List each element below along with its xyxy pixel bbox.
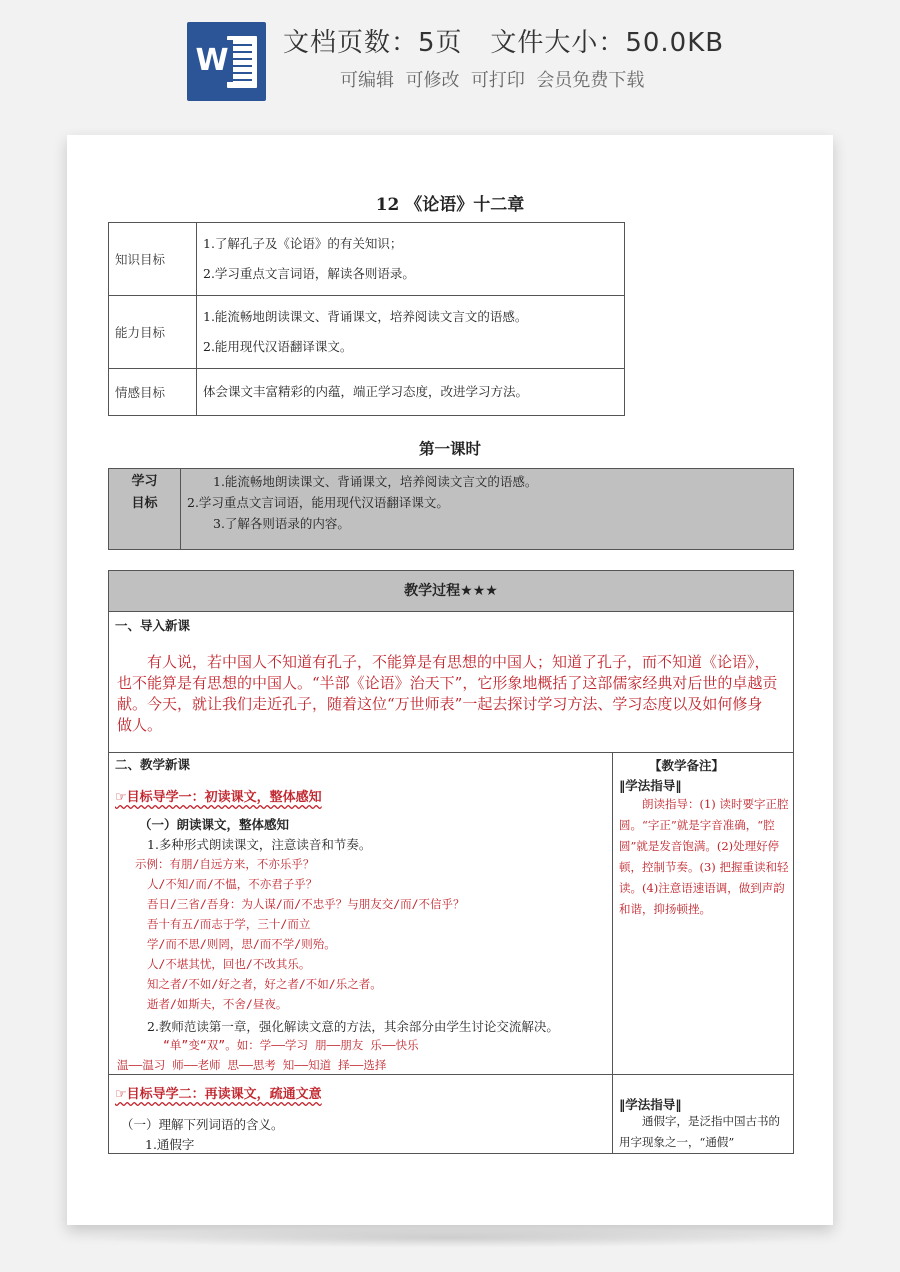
example-line: 逝者/如斯夫，不舍/昼夜。: [147, 997, 288, 1011]
objective-line: 1.能流畅地朗读课文、背诵课文，培养阅读文言文的语感。: [203, 309, 528, 324]
download-banner: [0, 0, 900, 130]
method-guide-label: ‖学法指导‖: [619, 778, 682, 793]
intro-line: 做人。: [117, 716, 163, 734]
example-line: 学/而不思/则罔，思/而不学/则殆。: [147, 937, 336, 951]
intro-line: 也不能算是有思想的中国人。“半部《论语》治天下”，它形象地概括了这部儒家经典对后世的卓越贡: [117, 674, 778, 692]
objective-line: 体会课文丰富精彩的内蕴，端正学习态度，改进学习方法。: [203, 384, 529, 399]
study-goals-label-line: 目标: [131, 496, 158, 511]
objective-label: 情感目标: [109, 369, 197, 416]
intro-paragraph: [117, 652, 791, 736]
example-line: 人/不知/而/不愠，不亦君子乎？: [147, 877, 318, 891]
objective-line: 1.了解孔子及《论语》的有关知识；: [203, 236, 403, 251]
example-line: 示例：有朋/自远方来，不亦乐乎？: [135, 857, 315, 871]
row-divider: [109, 752, 793, 753]
objective-row-ability: [109, 296, 625, 369]
section-intro-title: 一、导入新课: [115, 618, 191, 633]
item-reading-forms: 1.多种形式朗读课文，注意读音和节奏。: [147, 837, 372, 852]
objective-line: 2.能用现代汉语翻译课文。: [203, 339, 353, 354]
example-line: 吾十有五/而志于学，三十/而立: [147, 917, 311, 931]
study-goal-line: 1.能流畅地朗读课文、背诵课文，培养阅读文言文的语感。: [213, 474, 538, 489]
objective-text: [197, 223, 625, 296]
objective-label: 能力目标: [109, 296, 197, 369]
intro-line: 有人说，若中国人不知道有孔子，不能算是有思想的中国人；知道了孔子，而不知道《论语》，: [147, 653, 770, 671]
word-conversion-line: “单”变“双”。如：学——学习 朋——朋友 乐——快乐: [163, 1038, 419, 1052]
item-teacher-reading: 2.教师范读第一章，强化解读文意的方法，其余部分由学生讨论交流解决。: [147, 1019, 559, 1034]
goal-guide-two: ☞目标导学二：再读课文，疏通文意: [115, 1087, 322, 1102]
objective-text: [197, 296, 625, 369]
tongjiazi-note: 通假字，是泛指中国古书的用字现象之一，“通假”: [619, 1114, 780, 1149]
section-new-lesson-title: 二、教学新课: [115, 757, 191, 772]
banner-title: 文档页数：5页 文件大小：50.0KB: [283, 28, 725, 58]
item-tongjiazi: 1.通假字: [145, 1137, 195, 1152]
objective-row-knowledge: [109, 223, 625, 296]
word-icon-letter: W: [191, 40, 233, 82]
intro-line: 献。今天，就让我们走近孔子，随着这位“万世师表”一起去探讨学习方法、学习态度以及如何修身: [117, 695, 763, 713]
sub-heading-reading: （一）朗读课文，整体感知: [139, 817, 290, 832]
study-goals-label-line: 学习: [131, 474, 158, 489]
row-divider: [109, 1074, 793, 1075]
lesson-title: 第一课时: [418, 440, 481, 458]
goal-guide-one: ☞目标导学一：初读课文，整体感知: [115, 790, 322, 805]
objectives-table: [108, 222, 625, 416]
method-guide-label: ‖学法指导‖: [619, 1097, 682, 1112]
example-line: 知之者/不如/好之者，好之者/不如/乐之者。: [147, 977, 382, 991]
objective-line: 2.学习重点文言词语，解读各则语录。: [203, 266, 415, 281]
reading-guidance-note: 朗读指导：(1) 读时要字正腔圆。“字正”就是字音准确，“腔圆”就是发音饱满。(2)处理好停顿，控制节奏。(3) 把握重读和轻读。(4)注意语速语调，做到声韵和谐，抑扬顿挫。: [619, 797, 789, 916]
objective-text: [197, 369, 625, 416]
objective-label: 知识目标: [109, 223, 197, 296]
sub-heading-word-meaning: （一）理解下列词语的含义。: [121, 1117, 284, 1132]
teaching-process-table: [108, 570, 794, 1154]
example-line: 吾日/三省/吾身：为人谋/而/不忠乎？与朋友交/而/不信乎？: [147, 897, 465, 911]
study-goal-line: 3.了解各则语录的内容。: [213, 516, 350, 531]
study-goal-line: 2.学习重点文言词语，能用现代汉语翻译课文。: [187, 495, 449, 510]
banner-subtitle: 可编辑 可修改 可打印 会员免费下载: [340, 70, 645, 91]
objective-row-emotion: [109, 369, 625, 416]
process-header: 教学过程★★★: [109, 571, 793, 612]
page-shadow: [80, 1228, 820, 1248]
example-line: 人/不堪其忧，回也/不改其乐。: [147, 957, 311, 971]
word-conversion-line: 温——温习 师——老师 思——思考 知——知道 择——选择: [117, 1058, 387, 1072]
document-page: [67, 135, 833, 1225]
document-title: 12 《论语》十二章: [375, 195, 525, 215]
study-goals-box: [108, 468, 794, 550]
study-goals-label: [109, 469, 181, 549]
teaching-notes-title: 【教学备注】: [649, 758, 725, 773]
column-divider: [612, 752, 613, 1153]
word-document-icon: [187, 22, 266, 101]
